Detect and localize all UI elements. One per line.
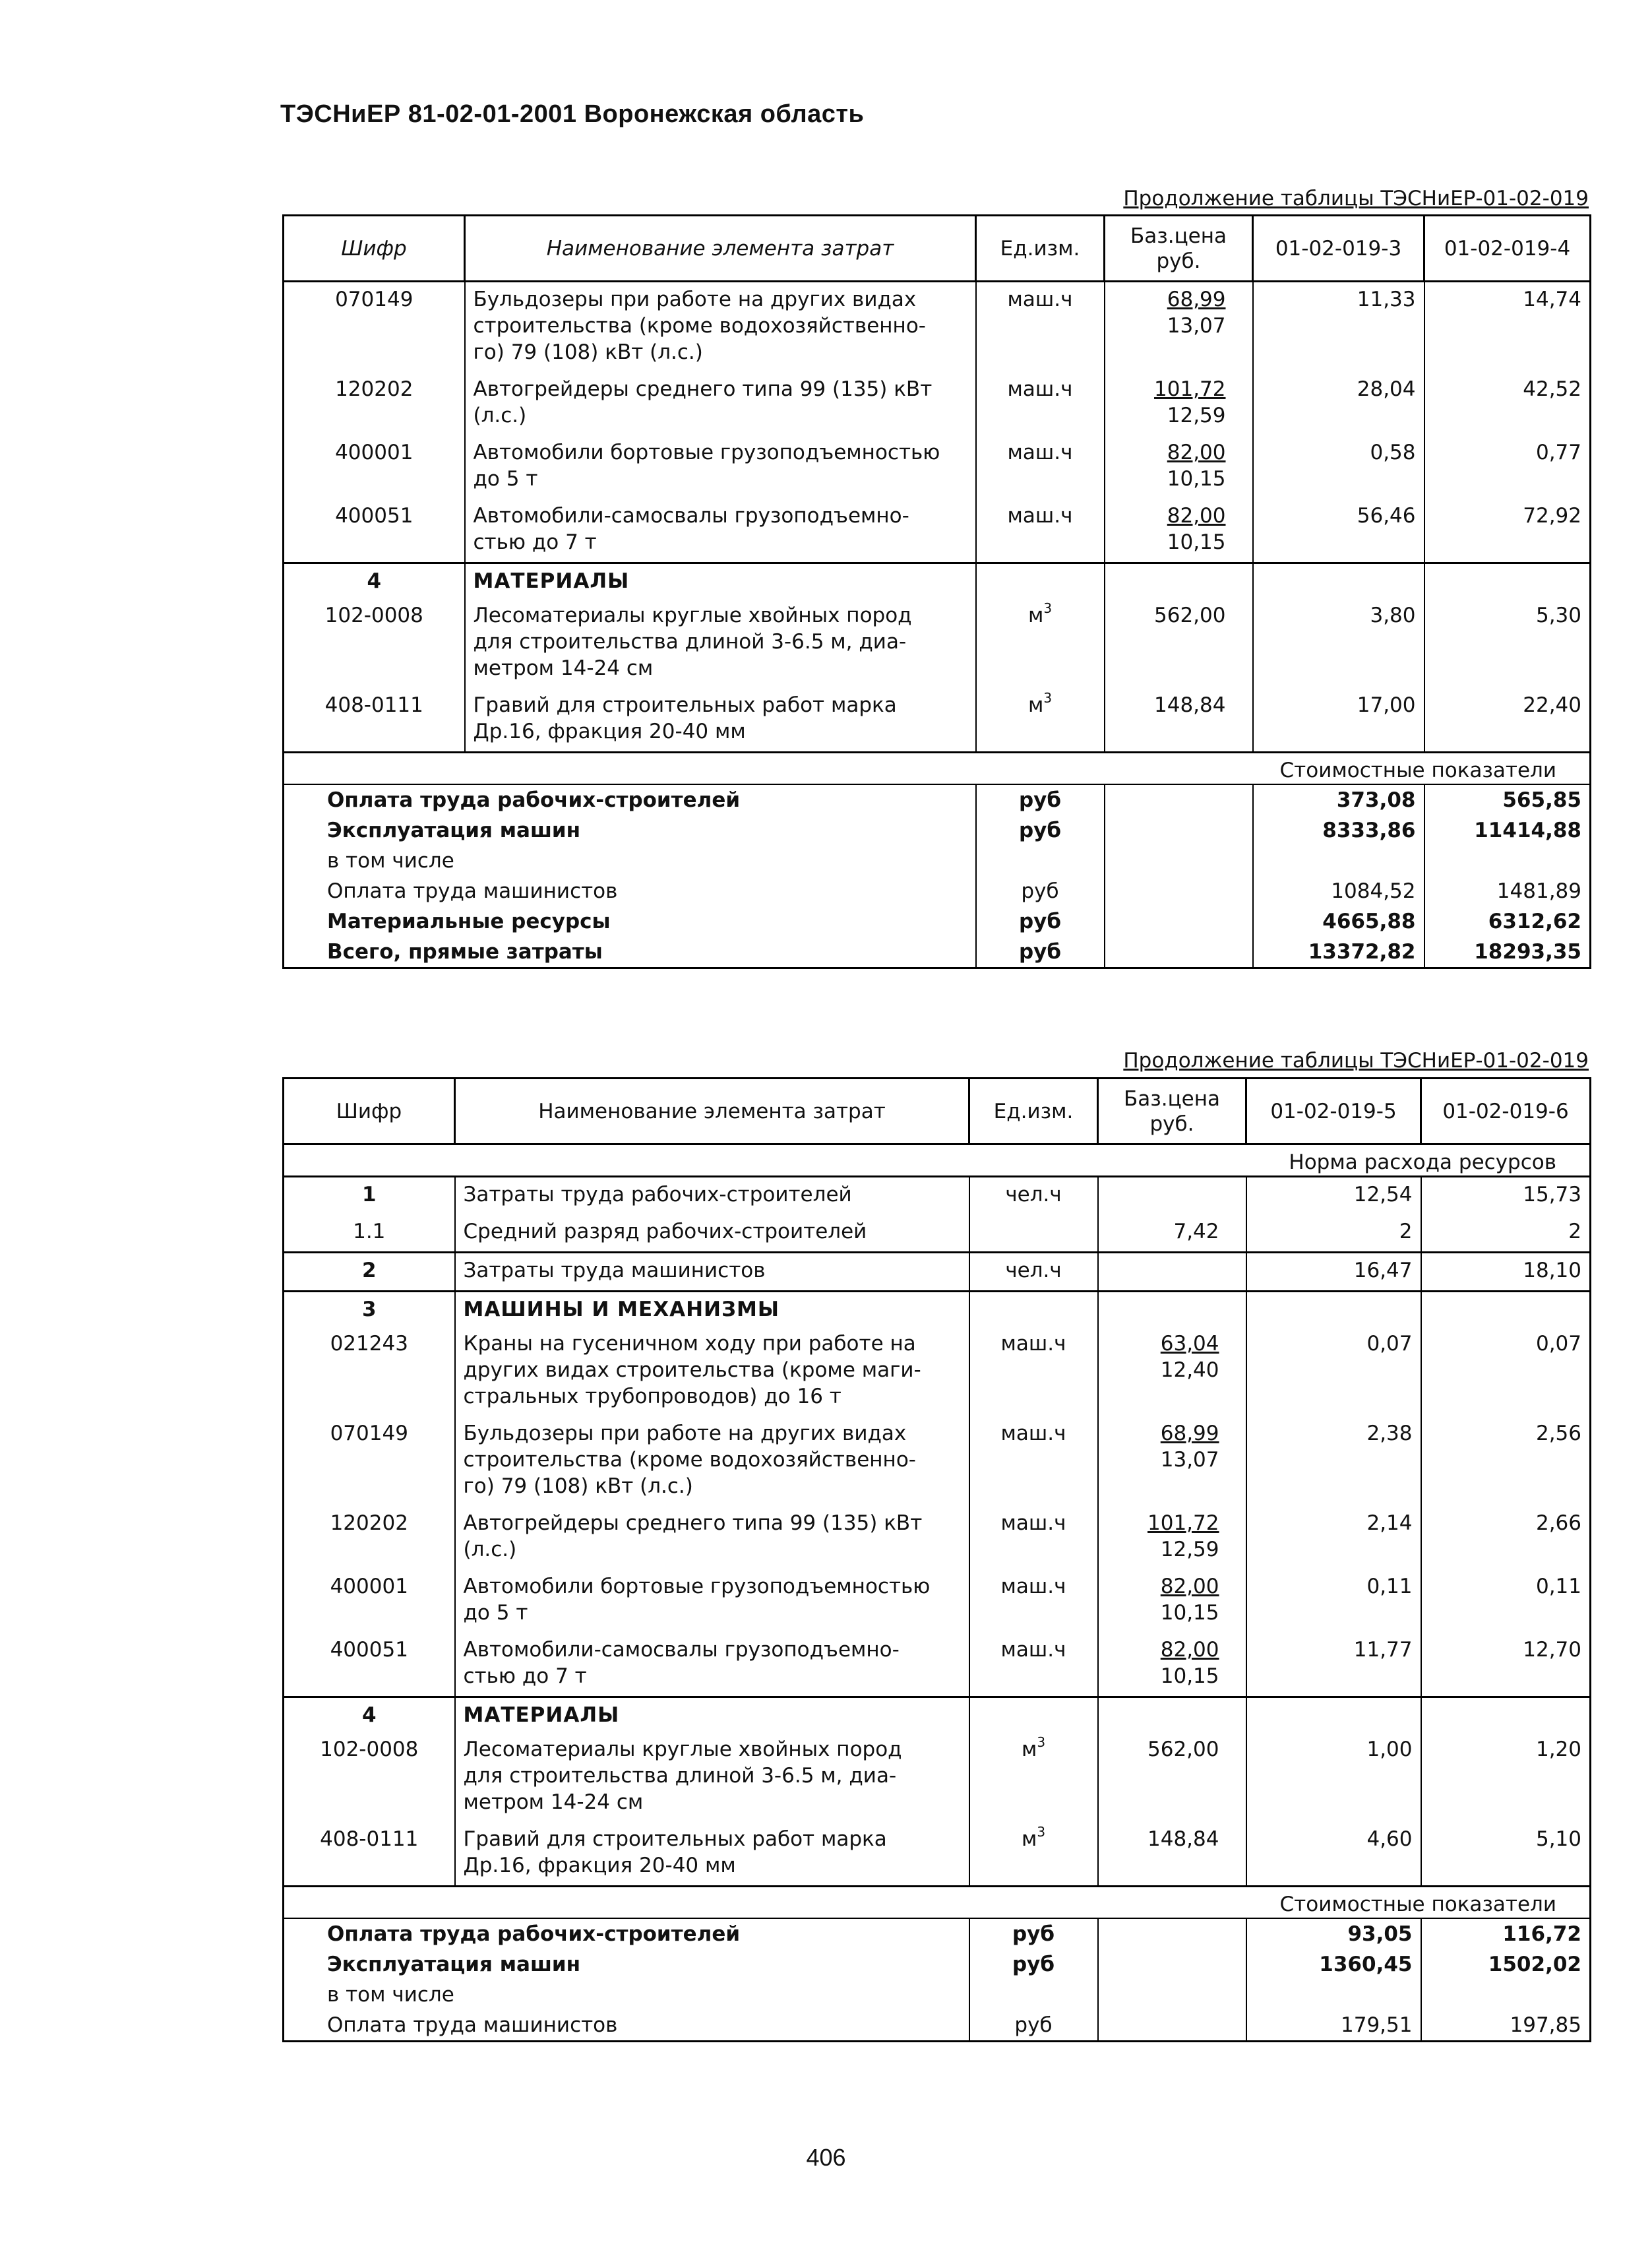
norm-value-1: 0,11 (1246, 1569, 1421, 1633)
section-code: 4 (284, 1697, 455, 1733)
section-row (284, 563, 1591, 599)
resource-code: 408-0111 (284, 688, 465, 753)
undefined (1246, 1697, 1421, 1733)
norm-value-2: 18,10 (1421, 1253, 1591, 1292)
cost-price-empty (1098, 1980, 1246, 2010)
machine-row (284, 1633, 1591, 1697)
resource-name: Автогрейдеры среднего типа 99 (135) кВт (л.с.) (465, 372, 976, 435)
unit: маш.ч (976, 282, 1105, 373)
norm-value-2: 0,07 (1421, 1327, 1591, 1416)
norm-header (284, 1144, 1591, 1177)
resource-code: 1 (284, 1177, 455, 1215)
norm-value-2: 5,30 (1424, 598, 1591, 688)
cost-label: Всего, прямые затраты (284, 937, 976, 968)
cost-header-text: Стоимостные показатели (284, 1887, 1591, 1919)
cost-value-1: 373,08 (1253, 784, 1424, 815)
base-price: 101,72 12,59 (1105, 372, 1253, 435)
undefined (1421, 1292, 1591, 1327)
cost-value-1: 93,05 (1246, 1918, 1421, 1949)
cost-label: Оплата труда рабочих-строителей (284, 1918, 969, 1949)
resource-name: Автомобили-самосвалы грузоподъемно- стью до 7 т (455, 1633, 969, 1697)
section-code: 3 (284, 1292, 455, 1327)
unit: маш.ч (976, 372, 1105, 435)
cost-unit (969, 1980, 1098, 2010)
header-name: Наименование элемента затрат (455, 1079, 969, 1144)
cost-value-2 (1424, 846, 1591, 876)
undefined (1421, 1697, 1591, 1733)
machine-row (284, 1327, 1591, 1416)
resource-name: Автогрейдеры среднего типа 99 (135) кВт (л.с.) (455, 1506, 969, 1569)
machine-row (284, 282, 1591, 373)
resource-code: 1.1 (284, 1214, 455, 1253)
header-code: Шифр (284, 1079, 455, 1144)
cost-price-empty (1105, 937, 1253, 968)
header-col-2: 01-02-019-6 (1421, 1079, 1591, 1144)
resource-name: Краны на гусеничном ходу при работе на других видах строительства (кроме маги- стральных трубопроводов) до 16 т (455, 1327, 969, 1416)
unit: маш.ч (969, 1633, 1098, 1697)
cost-unit: руб (969, 1918, 1098, 1949)
base-price: 562,00 (1105, 598, 1253, 688)
base-price (1098, 1177, 1246, 1215)
unit: маш.ч (976, 499, 1105, 563)
cost-label: Эксплуатация машин (284, 1949, 969, 1980)
cost-unit: руб (976, 906, 1105, 937)
cost-unit (976, 846, 1105, 876)
cost-value-2: 565,85 (1424, 784, 1591, 815)
header-col-2: 01-02-019-4 (1424, 216, 1591, 282)
resource-name: Бульдозеры при работе на других видах строительства (кроме водохозяйственно- го) 79 (108) кВт (л.с.) (455, 1416, 969, 1506)
norm-value-1: 0,58 (1253, 435, 1424, 499)
norm-value-2: 0,11 (1421, 1569, 1591, 1633)
cost-row (284, 846, 1591, 876)
norm-value-1: 56,46 (1253, 499, 1424, 563)
resource-code: 070149 (284, 282, 465, 373)
norm-value-2: 5,10 (1421, 1822, 1591, 1887)
page-number: 406 (806, 2144, 846, 2171)
labor-row-row (284, 1177, 1591, 1215)
header-unit: Ед.изм. (969, 1079, 1098, 1144)
cost-label: Эксплуатация машин (284, 815, 976, 846)
undefined (976, 563, 1105, 599)
cost-value-1: 1084,52 (1253, 876, 1424, 906)
undefined (1424, 563, 1591, 599)
norm-value-1: 28,04 (1253, 372, 1424, 435)
norm-value-1: 2,38 (1246, 1416, 1421, 1506)
section-row (284, 1292, 1591, 1327)
cost-header (284, 1887, 1591, 1919)
norm-value-2: 42,52 (1424, 372, 1591, 435)
estimate-table-2 (282, 1077, 1591, 2042)
cost-value-2: 116,72 (1421, 1918, 1591, 1949)
labor-row-row (284, 1253, 1591, 1292)
base-price: 562,00 (1098, 1732, 1246, 1822)
cost-value-1: 1360,45 (1246, 1949, 1421, 1980)
table-2-caption: Продолжение таблицы ТЭСНиЕР-01-02-019 (1123, 1049, 1589, 1073)
table-1-caption: Продолжение таблицы ТЭСНиЕР-01-02-019 (1123, 187, 1589, 210)
resource-name: Затраты труда машинистов (455, 1253, 969, 1292)
cost-value-2: 6312,62 (1424, 906, 1591, 937)
cost-price-empty (1105, 784, 1253, 815)
cost-price-empty (1105, 906, 1253, 937)
norm-value-2: 0,77 (1424, 435, 1591, 499)
header-price: Баз.цена руб. (1105, 216, 1253, 282)
unit: маш.ч (969, 1506, 1098, 1569)
resource-code: 2 (284, 1253, 455, 1292)
norm-value-1: 1,00 (1246, 1732, 1421, 1822)
header-code: Шифр (284, 216, 465, 282)
base-price: 63,04 12,40 (1098, 1327, 1246, 1416)
section-title: МАШИНЫ И МЕХАНИЗМЫ (455, 1292, 969, 1327)
cost-row (284, 1980, 1591, 2010)
unit (969, 1214, 1098, 1253)
norm-value-1: 12,54 (1246, 1177, 1421, 1215)
norm-value-2: 15,73 (1421, 1177, 1591, 1215)
undefined (969, 1292, 1098, 1327)
header-col-1: 01-02-019-5 (1246, 1079, 1421, 1144)
material-row (284, 598, 1591, 688)
cost-price-empty (1098, 1918, 1246, 1949)
resource-code: 400001 (284, 1569, 455, 1633)
unit: $м^3$ (976, 688, 1105, 753)
base-price: 101,72 12,59 (1098, 1506, 1246, 1569)
estimate-table-1 (282, 214, 1591, 969)
cost-row (284, 815, 1591, 846)
unit: $м^3$ (969, 1732, 1098, 1822)
machine-row (284, 1506, 1591, 1569)
header-name: Наименование элемента затрат (465, 216, 976, 282)
resource-name: Лесоматериалы круглые хвойных пород для строительства длиной 3-6.5 м, диа- метром 14-24 см (465, 598, 976, 688)
cost-unit: руб (976, 876, 1105, 906)
labor-row-row (284, 1214, 1591, 1253)
section-row (284, 1697, 1591, 1733)
cost-row (284, 784, 1591, 815)
norm-header-text: Норма расхода ресурсов (284, 1144, 1591, 1177)
unit: маш.ч (969, 1569, 1098, 1633)
norm-value-1: 17,00 (1253, 688, 1424, 753)
unit: $м^3$ (969, 1822, 1098, 1887)
cost-header (284, 753, 1591, 785)
cost-value-2: 197,85 (1421, 2010, 1591, 2042)
unit: маш.ч (976, 435, 1105, 499)
norm-value-1: 11,33 (1253, 282, 1424, 373)
base-price: 148,84 (1098, 1822, 1246, 1887)
machine-row (284, 372, 1591, 435)
norm-value-1: 2 (1246, 1214, 1421, 1253)
cost-label: в том числе (284, 846, 976, 876)
cost-price-empty (1098, 2010, 1246, 2042)
cost-price-empty (1105, 846, 1253, 876)
header-unit: Ед.изм. (976, 216, 1105, 282)
resource-name: Лесоматериалы круглые хвойных пород для строительства длиной 3-6.5 м, диа- метром 14-24 см (455, 1732, 969, 1822)
undefined (1098, 1292, 1246, 1327)
cost-unit: руб (969, 2010, 1098, 2042)
base-price: 82,00 10,15 (1098, 1633, 1246, 1697)
norm-value-1: 11,77 (1246, 1633, 1421, 1697)
norm-value-2: 22,40 (1424, 688, 1591, 753)
resource-name: Средний разряд рабочих-строителей (455, 1214, 969, 1253)
cost-price-empty (1105, 815, 1253, 846)
material-row (284, 688, 1591, 753)
norm-value-2: 2,66 (1421, 1506, 1591, 1569)
resource-name: Автомобили бортовые грузоподъемностью до 5 т (465, 435, 976, 499)
undefined (1253, 563, 1424, 599)
base-price: 148,84 (1105, 688, 1253, 753)
norm-value-1: 2,14 (1246, 1506, 1421, 1569)
base-price: 82,00 10,15 (1105, 499, 1253, 563)
header-price: Баз.цена руб. (1098, 1079, 1246, 1144)
unit: маш.ч (969, 1416, 1098, 1506)
resource-name: Автомобили бортовые грузоподъемностью до 5 т (455, 1569, 969, 1633)
cost-value-1: 13372,82 (1253, 937, 1424, 968)
material-row (284, 1732, 1591, 1822)
norm-value-1: 16,47 (1246, 1253, 1421, 1292)
cost-value-1: 179,51 (1246, 2010, 1421, 2042)
base-price: 68,99 13,07 (1105, 282, 1253, 373)
resource-name: Затраты труда рабочих-строителей (455, 1177, 969, 1215)
header-col-1: 01-02-019-3 (1253, 216, 1424, 282)
cost-label: Оплата труда машинистов (284, 2010, 969, 2042)
norm-value-2: 12,70 (1421, 1633, 1591, 1697)
norm-value-1: 0,07 (1246, 1327, 1421, 1416)
cost-value-2: 11414,88 (1424, 815, 1591, 846)
resource-code: 400051 (284, 499, 465, 563)
cost-price-empty (1098, 1949, 1246, 1980)
cost-value-1: 4665,88 (1253, 906, 1424, 937)
base-price: 82,00 10,15 (1098, 1569, 1246, 1633)
undefined (1246, 1292, 1421, 1327)
cost-row (284, 2010, 1591, 2042)
norm-value-2: 72,92 (1424, 499, 1591, 563)
resource-code: 102-0008 (284, 1732, 455, 1822)
cost-row (284, 906, 1591, 937)
cost-label: Материальные ресурсы (284, 906, 976, 937)
machine-row (284, 435, 1591, 499)
resource-name: Гравий для строительных работ марка Др.16, фракция 20-40 мм (455, 1822, 969, 1887)
undefined (1098, 1697, 1246, 1733)
resource-code: 070149 (284, 1416, 455, 1506)
resource-code: 021243 (284, 1327, 455, 1416)
norm-value-2: 14,74 (1424, 282, 1591, 373)
cost-value-2: 1502,02 (1421, 1949, 1591, 1980)
cost-header-text: Стоимостные показатели (284, 753, 1591, 785)
cost-price-empty (1105, 876, 1253, 906)
machine-row (284, 499, 1591, 563)
unit: $м^3$ (976, 598, 1105, 688)
cost-value-2: 1481,89 (1424, 876, 1591, 906)
cost-value-1 (1246, 1980, 1421, 2010)
resource-code: 120202 (284, 1506, 455, 1569)
unit: чел.ч (969, 1253, 1098, 1292)
cost-unit: руб (976, 784, 1105, 815)
unit: чел.ч (969, 1177, 1098, 1215)
cost-unit: руб (976, 815, 1105, 846)
cost-row (284, 1949, 1591, 1980)
cost-row (284, 1918, 1591, 1949)
base-price: 68,99 13,07 (1098, 1416, 1246, 1506)
section-title: МАТЕРИАЛЫ (465, 563, 976, 599)
resource-name: Бульдозеры при работе на других видах строительства (кроме водохозяйственно- го) 79 (108) кВт (л.с.) (465, 282, 976, 373)
cost-row (284, 937, 1591, 968)
resource-code: 400051 (284, 1633, 455, 1697)
base-price (1098, 1253, 1246, 1292)
norm-value-1: 3,80 (1253, 598, 1424, 688)
cost-row (284, 876, 1591, 906)
norm-value-2: 1,20 (1421, 1732, 1591, 1822)
undefined (1105, 563, 1253, 599)
cost-unit: руб (976, 937, 1105, 968)
resource-name: Автомобили-самосвалы грузоподъемно- стью до 7 т (465, 499, 976, 563)
undefined (969, 1697, 1098, 1733)
unit: маш.ч (969, 1327, 1098, 1416)
norm-value-2: 2,56 (1421, 1416, 1591, 1506)
resource-code: 102-0008 (284, 598, 465, 688)
document-title: ТЭСНиЕР 81-02-01-2001 Воронежская область (280, 100, 865, 128)
cost-value-1 (1253, 846, 1424, 876)
cost-value-1: 8333,86 (1253, 815, 1424, 846)
base-price: 7,42 (1098, 1214, 1246, 1253)
base-price: 82,00 10,15 (1105, 435, 1253, 499)
resource-code: 408-0111 (284, 1822, 455, 1887)
resource-code: 400001 (284, 435, 465, 499)
norm-value-1: 4,60 (1246, 1822, 1421, 1887)
section-title: МАТЕРИАЛЫ (455, 1697, 969, 1733)
cost-label: Оплата труда машинистов (284, 876, 976, 906)
cost-label: в том числе (284, 1980, 969, 2010)
cost-value-2: 18293,35 (1424, 937, 1591, 968)
norm-value-2: 2 (1421, 1214, 1591, 1253)
machine-row (284, 1569, 1591, 1633)
machine-row (284, 1416, 1591, 1506)
section-code: 4 (284, 563, 465, 599)
resource-name: Гравий для строительных работ марка Др.16, фракция 20-40 мм (465, 688, 976, 753)
material-row (284, 1822, 1591, 1887)
cost-value-2 (1421, 1980, 1591, 2010)
cost-unit: руб (969, 1949, 1098, 1980)
cost-label: Оплата труда рабочих-строителей (284, 784, 976, 815)
resource-code: 120202 (284, 372, 465, 435)
